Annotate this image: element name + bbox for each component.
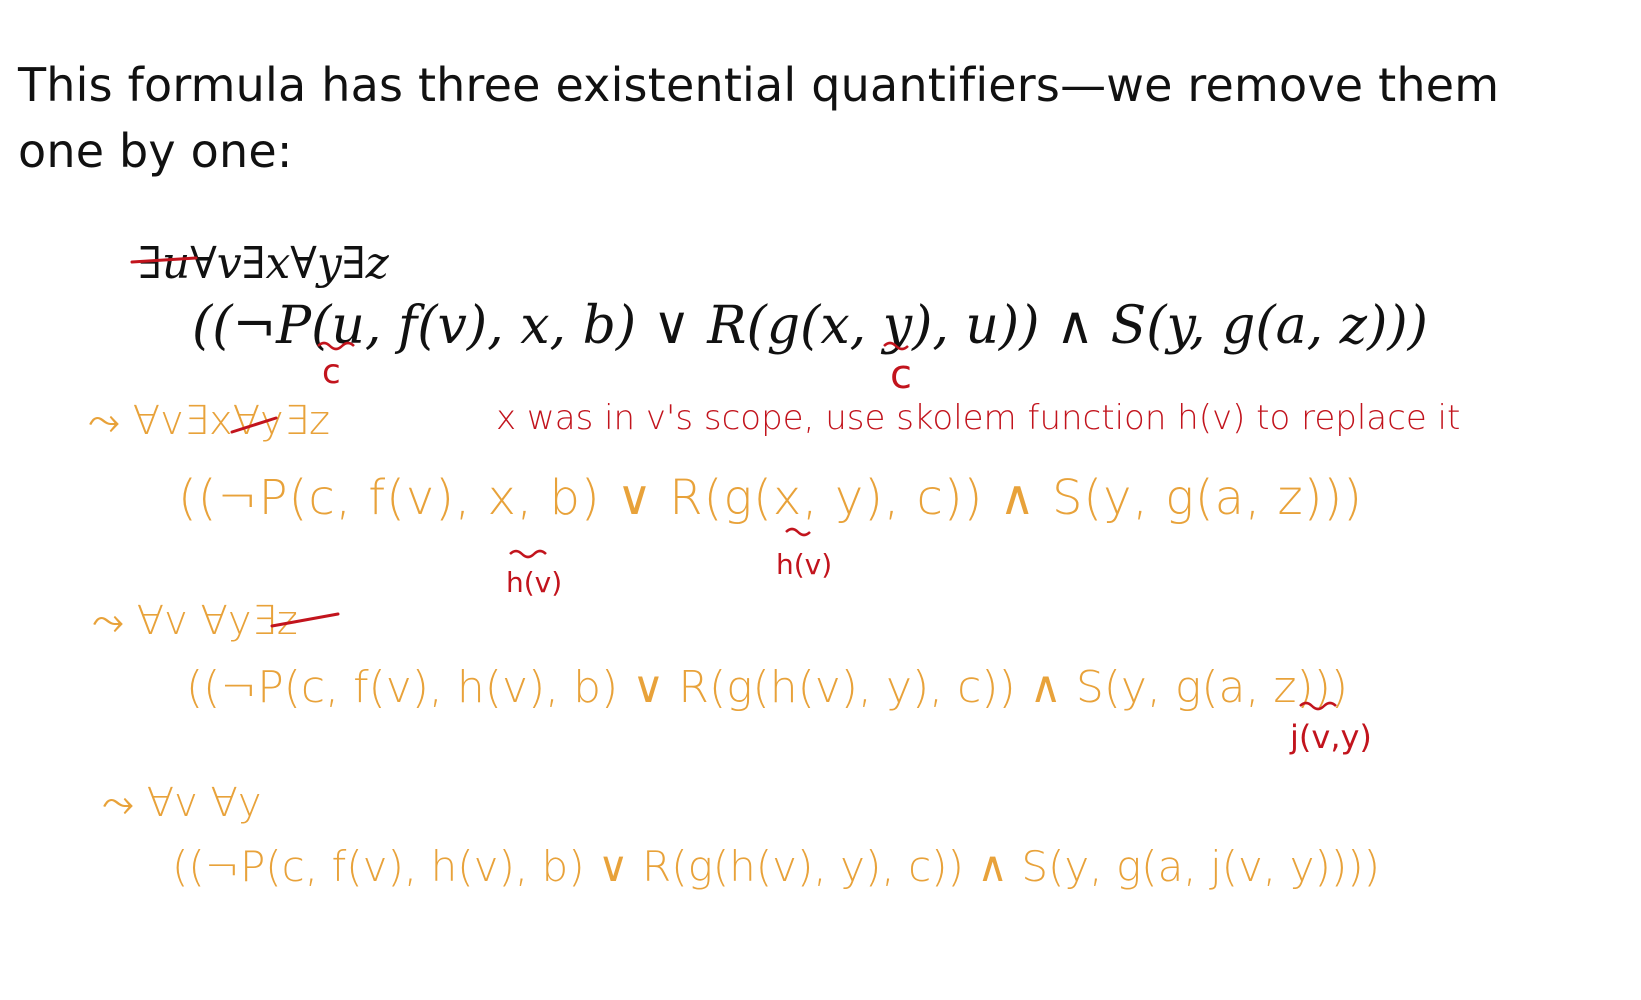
intro-text: This formula has three existential quantifiers—we remove them one by one: (18, 58, 1500, 178)
formula-matrix: ((¬P(u, f(v), x, b) ∨ R(g(x, y), u)) ∧ S(y, g(a, z))) (192, 296, 1428, 356)
handwritten-step1-matrix: ((¬P(c, f(v), x, b) ∨ R(g(x, y), c)) ∧ S(y, g(a, z))) (178, 470, 1363, 526)
handwritten-sub-x2: h(v) (776, 548, 833, 581)
handwritten-step1-prefix: ⤳ ∀v∃x∀y∃z (88, 398, 330, 444)
squiggle-under-x1 (510, 551, 546, 557)
handwritten-step2-matrix: ((¬P(c, f(v), h(v), b) ∨ R(g(h(v), y), c)) ∧ S(y, g(a, z))) (186, 662, 1349, 713)
handwritten-step2-prefix: ⤳ ∀v ∀y∃z (92, 598, 298, 644)
handwritten-step3-prefix: ⤳ ∀v ∀y (102, 780, 262, 826)
handwritten-sub-u1: c (322, 352, 341, 392)
formula-quantifiers: ∃u∀v∃x∀y∃z (138, 238, 389, 289)
handwritten-sub-z: j(v,y) (1290, 718, 1372, 756)
handwritten-step3-matrix: ((¬P(c, f(v), h(v), b) ∨ R(g(h(v), y), c)) ∧ S(y, g(a, j(v, y)))) (172, 842, 1381, 891)
handwritten-sub-u2: c (890, 352, 912, 398)
squiggle-under-x2 (786, 529, 810, 535)
handwritten-sub-x1: h(v) (506, 566, 563, 599)
handwritten-note: x was in v's scope, use skolem function h(v) to replace it (496, 398, 1461, 438)
